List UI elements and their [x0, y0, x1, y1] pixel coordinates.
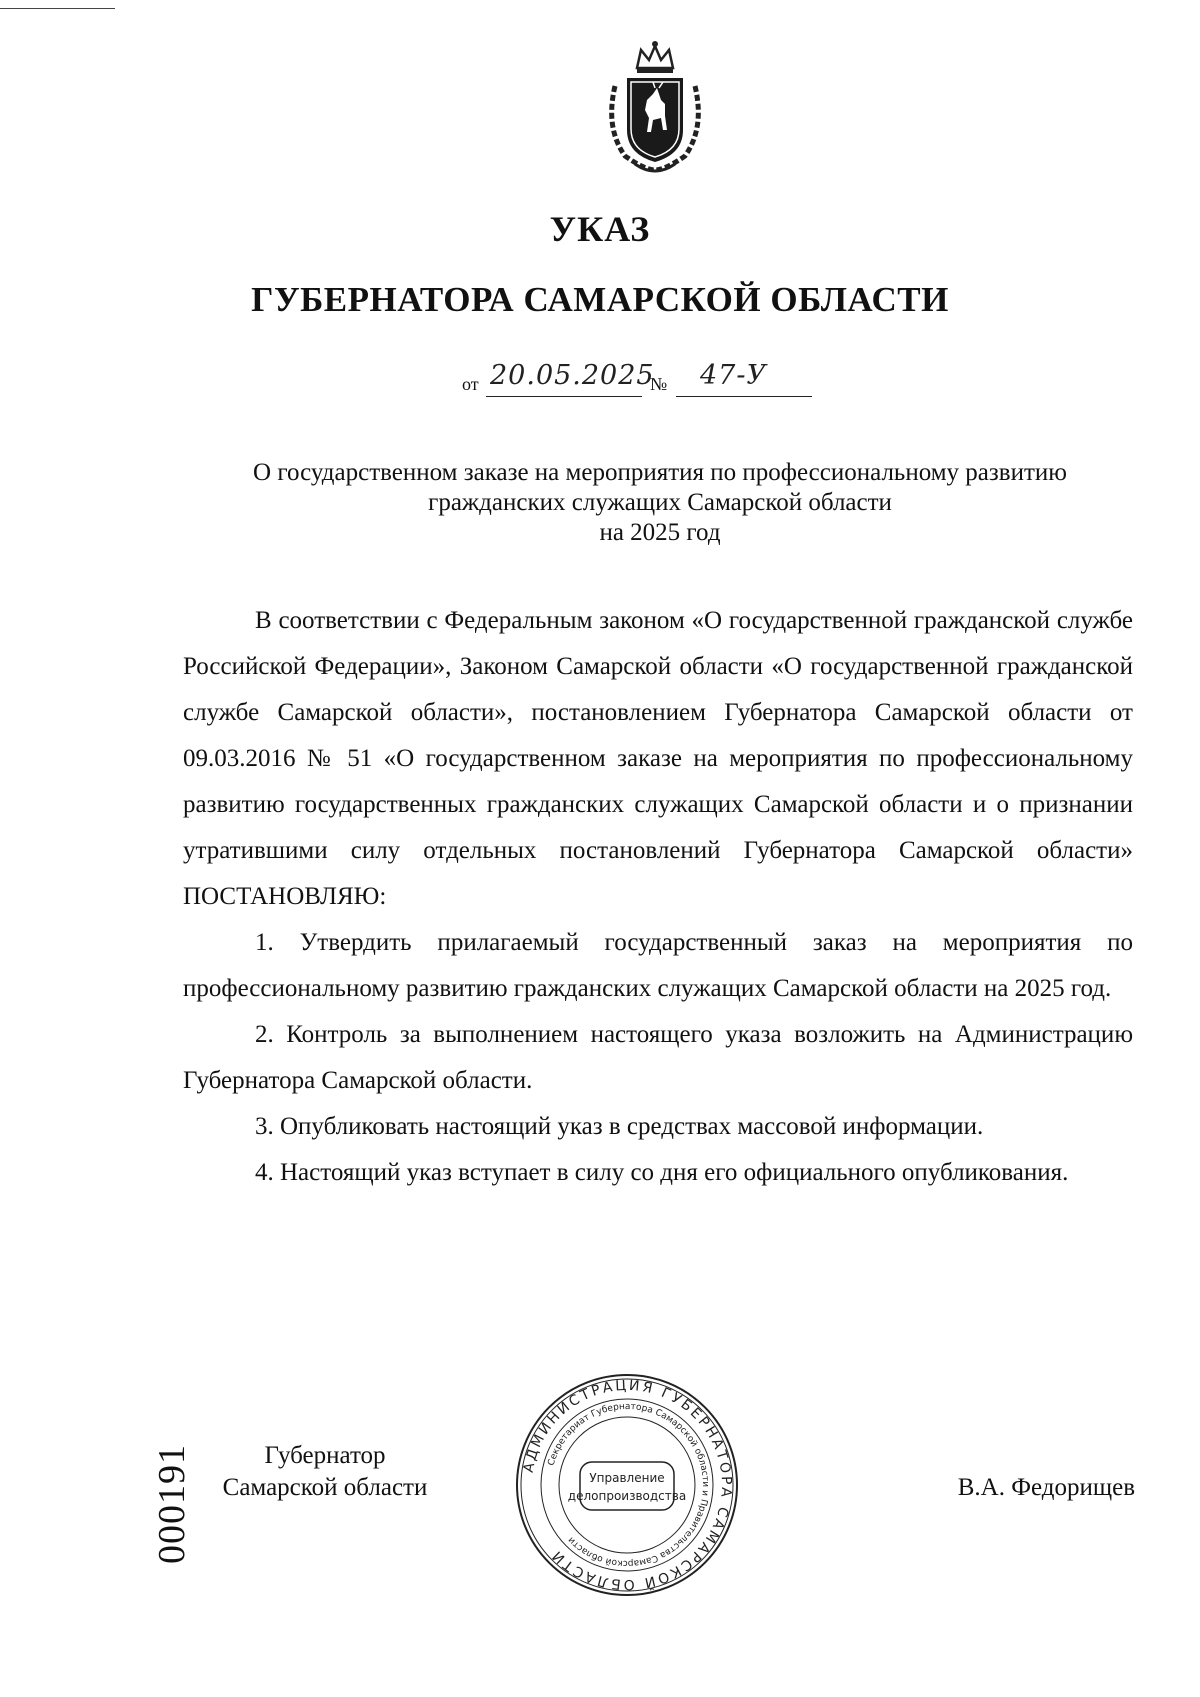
document-subject: [180, 458, 1140, 548]
clause-paragraph: 3. Опубликовать настоящий указ в средствах массовой информации.: [255, 1113, 984, 1140]
signer-title-line: Губернатор: [264, 1442, 386, 1469]
signer-title: [195, 1440, 455, 1504]
subject-line: О государственном заказе на мероприятия по профессиональному развитию: [253, 459, 1067, 486]
signer-title-line: Самарской области: [222, 1474, 428, 1501]
subject-line: гражданских служащих Самарской области: [428, 489, 892, 516]
document-body: [183, 598, 1133, 1196]
preamble-paragraph: В соответствии с Федеральным законом «О государственной гражданской службе Российской Федерации», Законом Самарской области «О государственной гражданской службе Самарской области», постановлением Губернатора Самарской области от 09.03.2016 № 51 «О государственном заказе на мероприятия по профессиональному развитию государственных гражданских служащих Самарской области и о признании утратившими силу отдельных постановлений Губернатора Самарской области» ПОСТАНОВЛЯЮ:: [183, 607, 1133, 910]
document-issuer: ГУБЕРНАТОРА САМАРСКОЙ ОБЛАСТИ: [251, 280, 949, 319]
clause-paragraph: 1. Утвердить прилагаемый государственный заказ на мероприятия по профессиональному развитию гражданских служащих Самарской области на 2025 год.: [183, 929, 1133, 1002]
date-label: от: [462, 374, 479, 394]
number-underline: [676, 396, 812, 397]
document-title: УКАЗ: [549, 209, 651, 249]
signer-name: В.А. Федорищев: [957, 1474, 1135, 1501]
clause-paragraph: 4. Настоящий указ вступает в силу со дня его официального опубликования.: [255, 1159, 1069, 1186]
date-underline: [486, 396, 642, 397]
svg-text:Секретариат Губернатора Самарс: [547, 1402, 710, 1568]
number-value: 47-У: [700, 360, 767, 391]
samara-coat-of-arms-icon: [595, 38, 715, 178]
date-value: 20.05.2025: [490, 360, 655, 391]
stamp-center-line: делопроизводства: [567, 1489, 687, 1503]
scan-edge-line: [0, 8, 115, 9]
clause-paragraph: 2. Контроль за выполнением настоящего указа возложить на Администрацию Губернатора Самарской области.: [183, 1021, 1133, 1094]
subject-line: на 2025 год: [599, 519, 721, 546]
stamp-center-line: Управление: [589, 1471, 665, 1485]
stamp-inner-text: Секретариат Губернатора Самарской области и Правительства Самарской области: [546, 1401, 711, 1569]
number-label: №: [650, 374, 668, 394]
serial-number: 000191: [151, 1444, 193, 1564]
stamp-outer-text: АДМИНИСТРАЦИЯ ГУБЕРНАТОРА САМАРСКОЙ ОБЛАСТИ: [520, 1377, 735, 1593]
date-number-line: [462, 360, 862, 400]
official-stamp: [512, 1370, 742, 1600]
